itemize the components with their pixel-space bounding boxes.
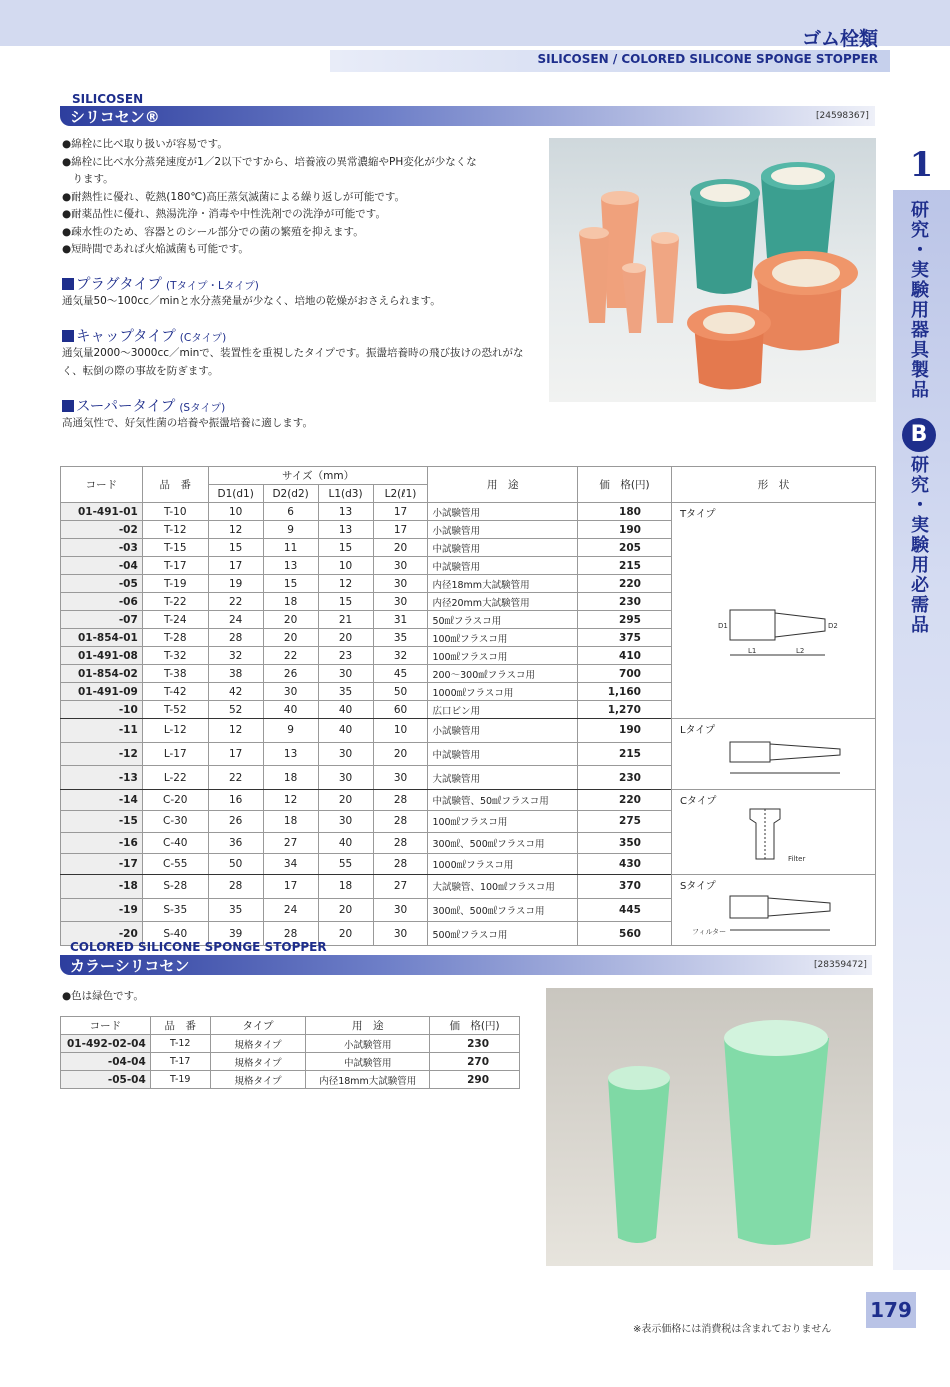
cell-model: S-28	[142, 875, 208, 899]
svg-text:L1: L1	[747, 647, 757, 655]
cell-code: -12	[61, 742, 143, 766]
silicosen-stoppers-illustration	[549, 138, 876, 402]
cell-d1: 19	[208, 575, 263, 593]
cell-use: 内径20mm大試験管用	[428, 593, 578, 611]
cell-l1: 21	[318, 611, 373, 629]
cell-code: 01-491-01	[61, 503, 143, 521]
cell-price: 220	[578, 575, 672, 593]
cell-model: T-17	[142, 557, 208, 575]
feature-item: ●耐熱性に優れ、乾熱(180℃)高圧蒸気滅菌による繰り返しが可能です。	[62, 190, 405, 203]
cell-l2: 20	[373, 742, 428, 766]
cell-use: 内径18mm大試験管用	[306, 1071, 430, 1089]
section2-jp-title: カラーシリコセン	[70, 957, 190, 975]
cell-d2: 17	[263, 875, 318, 899]
cell-use: 100㎖フラスコ用	[428, 647, 578, 665]
plug-type-heading: プラグタイプ (Tタイプ・Lタイプ)	[62, 273, 259, 294]
cell-code: -04	[61, 557, 143, 575]
cell-d1: 36	[208, 832, 263, 853]
cell-d2: 12	[263, 790, 318, 811]
cell-model: T-12	[142, 521, 208, 539]
cell-price: 445	[578, 898, 672, 922]
shape-label: Lタイプ	[679, 725, 716, 736]
cell-d1: 22	[208, 766, 263, 790]
cell-use: 大試験管用	[428, 766, 578, 790]
square-bullet-icon	[62, 278, 74, 290]
feature-item: ●耐薬品性に優れ、熱湯洗浄・消毒や中性洗剤での洗浄が可能です。	[62, 208, 386, 220]
cell-l2: 28	[373, 853, 428, 874]
cell-type: 規格タイプ	[210, 1035, 306, 1053]
cell-model: T-19	[150, 1071, 210, 1089]
cell-d1: 39	[208, 922, 263, 946]
col-header-code: コード	[61, 467, 143, 503]
cell-l1: 20	[318, 922, 373, 946]
cell-model: S-40	[142, 922, 208, 946]
cell-model: C-30	[142, 811, 208, 832]
cell-l2: 17	[373, 521, 428, 539]
cell-d2: 40	[263, 701, 318, 719]
cell-d2: 27	[263, 832, 318, 853]
cell-l2: 27	[373, 875, 428, 899]
page-title: ゴム栓類	[801, 28, 878, 50]
cell-use: 1000㎖フラスコ用	[428, 853, 578, 874]
cell-d2: 6	[263, 503, 318, 521]
shape-diagram-c	[680, 807, 860, 869]
cell-price: 700	[578, 665, 672, 683]
cell-l2: 30	[373, 575, 428, 593]
cell-model: C-20	[142, 790, 208, 811]
cell-code: 01-854-02	[61, 665, 143, 683]
cell-d1: 52	[208, 701, 263, 719]
cell-price: 1,270	[578, 701, 672, 719]
cell-l2: 28	[373, 811, 428, 832]
cap-type-text: 通気量2000〜3000cc／minで、装置性を重視したタイプです。振盪培養時の飛び抜けの恐れがなく、転倒の際の事故を防ぎます。	[62, 347, 524, 377]
cell-l1: 15	[318, 539, 373, 557]
cell-d2: 11	[263, 539, 318, 557]
cell-l1: 30	[318, 742, 373, 766]
cell-model: T-24	[142, 611, 208, 629]
cell-model: T-22	[142, 593, 208, 611]
cell-code: -11	[61, 719, 143, 743]
cell-code: 01-492-02-04	[61, 1035, 151, 1053]
cell-d2: 22	[263, 647, 318, 665]
cell-price: 350	[578, 832, 672, 853]
table-row	[61, 719, 876, 743]
cell-price: 220	[578, 790, 672, 811]
col-header-use: 用 途	[428, 467, 578, 503]
green-stoppers-illustration	[546, 988, 873, 1266]
cell-price: 215	[578, 557, 672, 575]
cell-d1: 26	[208, 811, 263, 832]
cell-d1: 17	[208, 557, 263, 575]
side-badge: B	[902, 418, 936, 452]
cell-model: T-19	[142, 575, 208, 593]
cell-use: 小試験管用	[306, 1035, 430, 1053]
table-row	[61, 1071, 520, 1089]
side-category: 研究・実験用器具製品	[908, 200, 929, 400]
feature-item: ●疎水性のため、容器とのシール部分での菌の繁殖を抑えます。	[62, 225, 364, 238]
side-subcategory: 研究・実験用必需品	[908, 455, 929, 635]
cell-l2: 50	[373, 683, 428, 701]
cell-price: 190	[578, 521, 672, 539]
cell-l2: 31	[373, 611, 428, 629]
cell-l1: 20	[318, 790, 373, 811]
cell-use: 300㎖、500㎖フラスコ用	[428, 898, 578, 922]
cell-l1: 12	[318, 575, 373, 593]
cell-code: -18	[61, 875, 143, 899]
cell-model: T-10	[142, 503, 208, 521]
cell-use: 小試験管用	[428, 503, 578, 521]
cell-code: -05	[61, 575, 143, 593]
cell-code: -04-04	[61, 1053, 151, 1071]
cell-price: 205	[578, 539, 672, 557]
cell-code: -19	[61, 898, 143, 922]
cell-l1: 30	[318, 665, 373, 683]
shape-label: Cタイプ	[679, 796, 717, 807]
cell-l1: 40	[318, 832, 373, 853]
feature-item: ●綿栓に比べ取り扱いが容易です。	[62, 138, 228, 150]
cell-code: 01-854-01	[61, 629, 143, 647]
cell-l2: 17	[373, 503, 428, 521]
cell-price: 270	[430, 1053, 520, 1071]
cell-d1: 28	[208, 875, 263, 899]
table-row	[61, 503, 876, 521]
section2-en-title: COLORED SILICONE SPONGE STOPPER	[70, 940, 327, 954]
cell-use: 100㎖フラスコ用	[428, 811, 578, 832]
shape-diagram-l	[680, 736, 860, 784]
cell-d1: 35	[208, 898, 263, 922]
cell-code: -02	[61, 521, 143, 539]
shape-label: Tタイプ	[679, 509, 716, 520]
cell-code: -10	[61, 701, 143, 719]
cell-model: C-40	[142, 832, 208, 853]
color-note: ●色は緑色です。	[62, 990, 144, 1002]
shape-label: Sタイプ	[679, 881, 716, 892]
cell-d2: 18	[263, 766, 318, 790]
svg-text:D2: D2	[827, 622, 838, 630]
cell-price: 375	[578, 629, 672, 647]
cell-d1: 16	[208, 790, 263, 811]
col-header-price: 価 格(円)	[430, 1017, 520, 1035]
super-type-heading: スーパータイプ (Sタイプ)	[62, 395, 225, 416]
cell-l2: 30	[373, 766, 428, 790]
cell-use: 1000㎖フラスコ用	[428, 683, 578, 701]
cell-use: 中試験管用	[306, 1053, 430, 1071]
cell-l2: 30	[373, 557, 428, 575]
cell-code: -15	[61, 811, 143, 832]
col-header-d1: D1(d1)	[208, 485, 263, 503]
cell-model: T-12	[150, 1035, 210, 1053]
cell-price: 230	[578, 593, 672, 611]
cell-d1: 15	[208, 539, 263, 557]
cell-l1: 13	[318, 521, 373, 539]
cell-l1: 20	[318, 629, 373, 647]
cell-d2: 24	[263, 898, 318, 922]
cell-model: L-17	[142, 742, 208, 766]
cell-model: C-55	[142, 853, 208, 874]
cell-code: -13	[61, 766, 143, 790]
cell-d2: 15	[263, 575, 318, 593]
cell-l1: 40	[318, 719, 373, 743]
col-header-model: 品 番	[142, 467, 208, 503]
shape-cell-l	[671, 719, 875, 790]
tax-footnote: ※表示価格には消費税は含まれておりません	[633, 1324, 832, 1335]
cell-price: 560	[578, 922, 672, 946]
page-subtitle: SILICOSEN / COLORED SILICONE SPONGE STOPPER	[537, 52, 878, 66]
col-header-model: 品 番	[150, 1017, 210, 1035]
table-row	[61, 875, 876, 899]
cell-use: 内径18mm大試験管用	[428, 575, 578, 593]
shape-cell-t	[671, 503, 875, 719]
cell-l2: 20	[373, 539, 428, 557]
cell-code: -17	[61, 853, 143, 874]
section1-code: [24598367]	[816, 111, 869, 121]
col-header-l2: L2(ℓ1)	[373, 485, 428, 503]
col-header-type: タイプ	[210, 1017, 306, 1035]
plug-type-text: 通気量50〜100cc／minと水分蒸発量が少なく、培地の乾燥がおさえられます。	[62, 295, 441, 307]
cell-l1: 10	[318, 557, 373, 575]
silicosen-spec-table	[60, 466, 876, 946]
cell-model: T-32	[142, 647, 208, 665]
page-number: 179	[866, 1292, 916, 1328]
section2-code: [28359472]	[814, 960, 867, 970]
cell-d2: 26	[263, 665, 318, 683]
cell-d2: 28	[263, 922, 318, 946]
product-photo-silicosen	[549, 138, 876, 402]
table-row	[61, 1035, 520, 1053]
cell-price: 215	[578, 742, 672, 766]
cell-price: 190	[578, 719, 672, 743]
cell-d1: 32	[208, 647, 263, 665]
cell-model: S-35	[142, 898, 208, 922]
cell-use: 中試験管用	[428, 539, 578, 557]
cell-l1: 40	[318, 701, 373, 719]
cell-l1: 30	[318, 811, 373, 832]
cell-l2: 32	[373, 647, 428, 665]
cell-d1: 12	[208, 719, 263, 743]
cell-l1: 23	[318, 647, 373, 665]
svg-text:フィルター: フィルター	[691, 928, 727, 936]
section1-jp-title: シリコセン®	[70, 108, 160, 126]
cell-d1: 22	[208, 593, 263, 611]
cell-use: 小試験管用	[428, 719, 578, 743]
table-row	[61, 1053, 520, 1071]
cell-use: 100㎖フラスコ用	[428, 629, 578, 647]
square-bullet-icon	[62, 330, 74, 342]
cell-l2: 60	[373, 701, 428, 719]
cell-use: 小試験管用	[428, 521, 578, 539]
cell-model: T-28	[142, 629, 208, 647]
col-header-l1: L1(d3)	[318, 485, 373, 503]
cell-price: 230	[578, 766, 672, 790]
cell-l1: 18	[318, 875, 373, 899]
cell-code: -16	[61, 832, 143, 853]
cell-l2: 45	[373, 665, 428, 683]
cell-d2: 18	[263, 811, 318, 832]
cell-code: -14	[61, 790, 143, 811]
cell-d1: 12	[208, 521, 263, 539]
cell-d2: 34	[263, 853, 318, 874]
shape-diagram-t	[680, 520, 860, 710]
cell-d2: 20	[263, 629, 318, 647]
cell-l2: 28	[373, 790, 428, 811]
cell-l2: 30	[373, 593, 428, 611]
shape-diagram-s	[680, 892, 860, 940]
feature-list	[62, 136, 537, 259]
cell-d2: 13	[263, 557, 318, 575]
cell-l1: 35	[318, 683, 373, 701]
cell-model: T-38	[142, 665, 208, 683]
col-header-d2: D2(d2)	[263, 485, 318, 503]
cell-model: T-15	[142, 539, 208, 557]
cell-d1: 28	[208, 629, 263, 647]
cell-use: 中試験管用	[428, 742, 578, 766]
cell-model: T-52	[142, 701, 208, 719]
cell-model: L-22	[142, 766, 208, 790]
cell-d2: 9	[263, 521, 318, 539]
cell-l2: 10	[373, 719, 428, 743]
cell-price: 370	[578, 875, 672, 899]
cell-code: -03	[61, 539, 143, 557]
col-header-price: 価 格(円)	[578, 467, 672, 503]
shape-cell-c	[671, 790, 875, 875]
cell-code: 01-491-09	[61, 683, 143, 701]
cell-l1: 13	[318, 503, 373, 521]
section1-title-bar	[60, 106, 875, 126]
colored-silicosen-table	[60, 1016, 520, 1089]
col-header-shape: 形 状	[671, 467, 875, 503]
cell-d2: 18	[263, 593, 318, 611]
cell-code: 01-491-08	[61, 647, 143, 665]
cell-price: 430	[578, 853, 672, 874]
cell-price: 230	[430, 1035, 520, 1053]
cell-code: -20	[61, 922, 143, 946]
cell-l1: 30	[318, 766, 373, 790]
cell-price: 290	[430, 1071, 520, 1089]
cell-l2: 28	[373, 832, 428, 853]
cell-price: 410	[578, 647, 672, 665]
cell-d1: 42	[208, 683, 263, 701]
cell-type: 規格タイプ	[210, 1053, 306, 1071]
cell-l1: 55	[318, 853, 373, 874]
cell-code: -05-04	[61, 1071, 151, 1089]
super-type-text: 高通気性で、好気性菌の培養や振盪培養に適します。	[62, 417, 313, 429]
shape-cell-s	[671, 875, 875, 946]
cell-d2: 30	[263, 683, 318, 701]
cell-use: 大試験管、100㎖フラスコ用	[428, 875, 578, 899]
cell-d1: 24	[208, 611, 263, 629]
cell-d1: 10	[208, 503, 263, 521]
cell-price: 1,160	[578, 683, 672, 701]
cell-price: 295	[578, 611, 672, 629]
cell-use: 50㎖フラスコ用	[428, 611, 578, 629]
cell-model: L-12	[142, 719, 208, 743]
col-header-code: コード	[61, 1017, 151, 1035]
cell-d2: 20	[263, 611, 318, 629]
svg-text:Filter: Filter	[787, 855, 806, 863]
cell-d1: 50	[208, 853, 263, 874]
cell-l1: 15	[318, 593, 373, 611]
cell-price: 275	[578, 811, 672, 832]
col-header-size: サイズ（mm）	[208, 467, 428, 485]
square-bullet-icon	[62, 400, 74, 412]
svg-text:L2: L2	[795, 647, 805, 655]
table-row	[61, 790, 876, 811]
cell-model: T-42	[142, 683, 208, 701]
cell-use: 中試験管、50㎖フラスコ用	[428, 790, 578, 811]
cell-code: -07	[61, 611, 143, 629]
cell-l2: 30	[373, 898, 428, 922]
svg-text:D1: D1	[717, 622, 728, 630]
cell-use: 200〜300㎖フラスコ用	[428, 665, 578, 683]
feature-item: ●綿栓に比べ水分蒸発速度が1／2以下ですから、培養液の異常濃縮やPH変化が少なくな ります。	[62, 155, 477, 185]
cap-type-heading: キャップタイプ (Cタイプ)	[62, 325, 226, 346]
section1-en-title: SILICOSEN	[72, 92, 144, 106]
cell-use: 300㎖、500㎖フラスコ用	[428, 832, 578, 853]
cell-use: 中試験管用	[428, 557, 578, 575]
cell-model: T-17	[150, 1053, 210, 1071]
cell-l1: 20	[318, 898, 373, 922]
cell-l2: 35	[373, 629, 428, 647]
cell-type: 規格タイプ	[210, 1071, 306, 1089]
cell-code: -06	[61, 593, 143, 611]
product-photo-colored-silicosen	[546, 988, 873, 1266]
cell-d1: 17	[208, 742, 263, 766]
feature-item: ●短時間であれば火焔滅菌も可能です。	[62, 243, 249, 255]
cell-l2: 30	[373, 922, 428, 946]
cell-d2: 13	[263, 742, 318, 766]
cell-use: 広口ビン用	[428, 701, 578, 719]
cell-use: 500㎖フラスコ用	[428, 922, 578, 946]
cell-d1: 38	[208, 665, 263, 683]
cell-price: 180	[578, 503, 672, 521]
col-header-use: 用 途	[306, 1017, 430, 1035]
side-chapter-number: 1	[893, 140, 950, 190]
cell-d2: 9	[263, 719, 318, 743]
